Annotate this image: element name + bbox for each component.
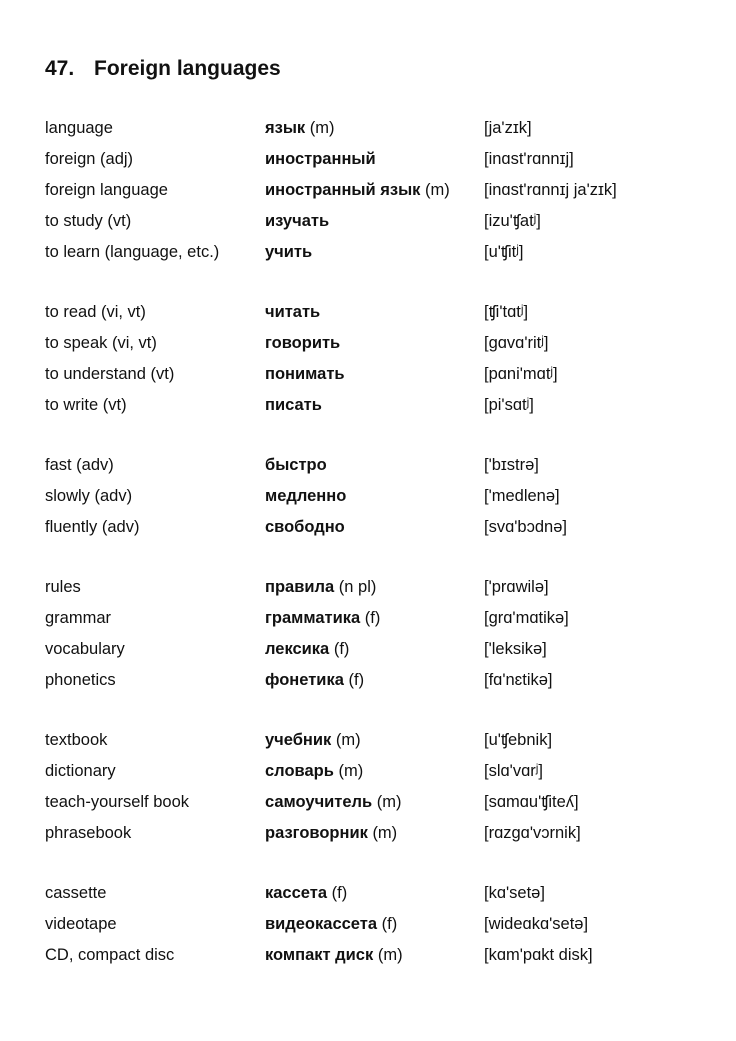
transcription: [grɑ'mɑtikə]: [484, 609, 569, 627]
vocabulary-group: [45, 298, 705, 422]
russian-cell: [265, 114, 335, 142]
russian-term: правила: [265, 578, 335, 596]
vocabulary-row: [45, 941, 705, 972]
section-title: Foreign languages: [94, 57, 281, 80]
vocabulary-row: [45, 238, 705, 269]
vocabulary-group: [45, 879, 705, 972]
russian-cell: [265, 573, 376, 601]
russian-term: учить: [265, 243, 313, 261]
vocabulary-row: [45, 482, 705, 513]
english-term: to write (vt): [45, 396, 127, 414]
russian-term: быстро: [265, 456, 327, 474]
english-term: phrasebook: [45, 824, 132, 842]
russian-cell: [265, 635, 349, 663]
transcription: [u'ʧebnik]: [484, 731, 553, 749]
english-term: videotape: [45, 915, 117, 933]
english-term: teach-yourself book: [45, 793, 189, 811]
transcription: [pi'sɑtʲ]: [484, 396, 534, 414]
grammar-note: (m): [377, 946, 403, 964]
russian-cell: [265, 666, 364, 694]
vocabulary-row: [45, 329, 705, 360]
russian-term: грамматика: [265, 609, 361, 627]
english-term: language: [45, 119, 113, 137]
transcription: ['leksikə]: [484, 640, 547, 658]
grammar-note: (n pl): [338, 578, 377, 596]
russian-term: иностранный: [265, 150, 376, 168]
russian-cell: [265, 482, 346, 510]
vocabulary-row: [45, 145, 705, 176]
russian-term: говорить: [265, 334, 341, 352]
transcription: [u'ʧitʲ]: [484, 243, 524, 261]
russian-cell: [265, 391, 322, 419]
english-term: slowly (adv): [45, 487, 133, 505]
english-term: foreign language: [45, 181, 168, 199]
transcription: [izu'ʧatʲ]: [484, 212, 541, 230]
vocabulary-row: [45, 788, 705, 819]
english-term: to read (vi, vt): [45, 303, 146, 321]
vocabulary-group: [45, 451, 705, 544]
vocabulary-row: [45, 910, 705, 941]
vocabulary-row: [45, 635, 705, 666]
transcription: [kɑ'setə]: [484, 884, 545, 902]
vocabulary-row: [45, 819, 705, 850]
transcription: [inɑst'rɑnnɪj ja'zɪk]: [484, 181, 617, 199]
english-term: phonetics: [45, 671, 116, 689]
russian-term: разговорник: [265, 824, 368, 842]
grammar-note: (m): [376, 793, 402, 811]
english-term: to study (vt): [45, 212, 132, 230]
transcription: [kɑm'pɑkt disk]: [484, 946, 593, 964]
russian-term: писать: [265, 396, 322, 414]
vocabulary-list: [45, 114, 705, 1001]
russian-cell: [265, 757, 363, 785]
english-term: CD, compact disc: [45, 946, 175, 964]
russian-term: словарь: [265, 762, 334, 780]
transcription: [rɑzgɑ'vɔrnik]: [484, 824, 581, 842]
vocabulary-row: [45, 207, 705, 238]
english-term: textbook: [45, 731, 108, 749]
transcription: ['medlenə]: [484, 487, 560, 505]
grammar-note: (m): [309, 119, 335, 137]
transcription: [fɑ'nɛtikə]: [484, 671, 553, 689]
russian-term: лексика: [265, 640, 330, 658]
transcription: [pɑni'mɑtʲ]: [484, 365, 558, 383]
vocabulary-row: [45, 726, 705, 757]
grammar-note: (m): [372, 824, 398, 842]
russian-cell: [265, 910, 397, 938]
grammar-note: (f): [348, 671, 365, 689]
vocabulary-group: [45, 114, 705, 269]
grammar-note: (f): [331, 884, 348, 902]
russian-term: свободно: [265, 518, 345, 536]
transcription: ['prɑwilə]: [484, 578, 549, 596]
grammar-note: (m): [335, 731, 361, 749]
grammar-note: (f): [333, 640, 350, 658]
english-term: dictionary: [45, 762, 116, 780]
russian-term: самоучитель: [265, 793, 373, 811]
russian-term: медленно: [265, 487, 347, 505]
transcription: [slɑ'vɑrʲ]: [484, 762, 543, 780]
english-term: rules: [45, 578, 81, 596]
page-title: [45, 57, 281, 81]
vocabulary-row: [45, 604, 705, 635]
transcription: [ja'zɪk]: [484, 119, 532, 137]
section-number: 47.: [45, 57, 75, 80]
russian-term: изучать: [265, 212, 330, 230]
russian-term: учебник: [265, 731, 332, 749]
russian-cell: [265, 360, 345, 388]
english-term: cassette: [45, 884, 107, 902]
russian-cell: [265, 329, 340, 357]
vocabulary-row: [45, 360, 705, 391]
transcription: [wideɑkɑ'setə]: [484, 915, 589, 933]
russian-term: компакт диск: [265, 946, 374, 964]
russian-term: иностранный язык: [265, 181, 421, 199]
vocabulary-row: [45, 451, 705, 482]
grammar-note: (m): [338, 762, 364, 780]
vocabulary-row: [45, 298, 705, 329]
grammar-note: (f): [381, 915, 398, 933]
russian-cell: [265, 819, 397, 847]
russian-cell: [265, 207, 329, 235]
russian-term: читать: [265, 303, 321, 321]
english-term: to speak (vi, vt): [45, 334, 157, 352]
russian-cell: [265, 788, 402, 816]
english-term: vocabulary: [45, 640, 125, 658]
russian-cell: [265, 298, 320, 326]
vocabulary-row: [45, 757, 705, 788]
transcription: ['bɪstrə]: [484, 456, 539, 474]
english-term: to learn (language, etc.): [45, 243, 220, 261]
vocabulary-row: [45, 114, 705, 145]
russian-term: кассета: [265, 884, 328, 902]
vocabulary-row: [45, 176, 705, 207]
russian-cell: [265, 879, 347, 907]
russian-term: видеокассета: [265, 915, 378, 933]
grammar-note: (f): [364, 609, 381, 627]
vocabulary-row: [45, 513, 705, 544]
russian-cell: [265, 145, 376, 173]
russian-cell: [265, 513, 345, 541]
vocabulary-group: [45, 573, 705, 697]
transcription: [inɑst'rɑnnɪj]: [484, 150, 574, 168]
grammar-note: (m): [425, 181, 450, 199]
vocabulary-row: [45, 666, 705, 697]
russian-cell: [265, 604, 380, 632]
vocabulary-row: [45, 573, 705, 604]
vocabulary-group: [45, 726, 705, 850]
english-term: grammar: [45, 609, 112, 627]
russian-term: фонетика: [265, 671, 344, 689]
russian-term: язык: [265, 119, 306, 137]
transcription: [ʧi'tɑtʲ]: [484, 303, 529, 321]
russian-cell: [265, 451, 327, 479]
russian-cell: [265, 176, 450, 204]
vocabulary-row: [45, 391, 705, 422]
russian-cell: [265, 941, 403, 969]
russian-term: понимать: [265, 365, 345, 383]
transcription: [gɑvɑ'ritʲ]: [484, 334, 549, 352]
english-term: fluently (adv): [45, 518, 140, 536]
english-term: foreign (adj): [45, 150, 134, 168]
russian-cell: [265, 726, 361, 754]
english-term: fast (adv): [45, 456, 114, 474]
english-term: to understand (vt): [45, 365, 175, 383]
transcription: [svɑ'bɔdnə]: [484, 518, 567, 536]
russian-cell: [265, 238, 312, 266]
transcription: [sɑmɑu'ʧiteʎ]: [484, 793, 579, 811]
vocabulary-row: [45, 879, 705, 910]
